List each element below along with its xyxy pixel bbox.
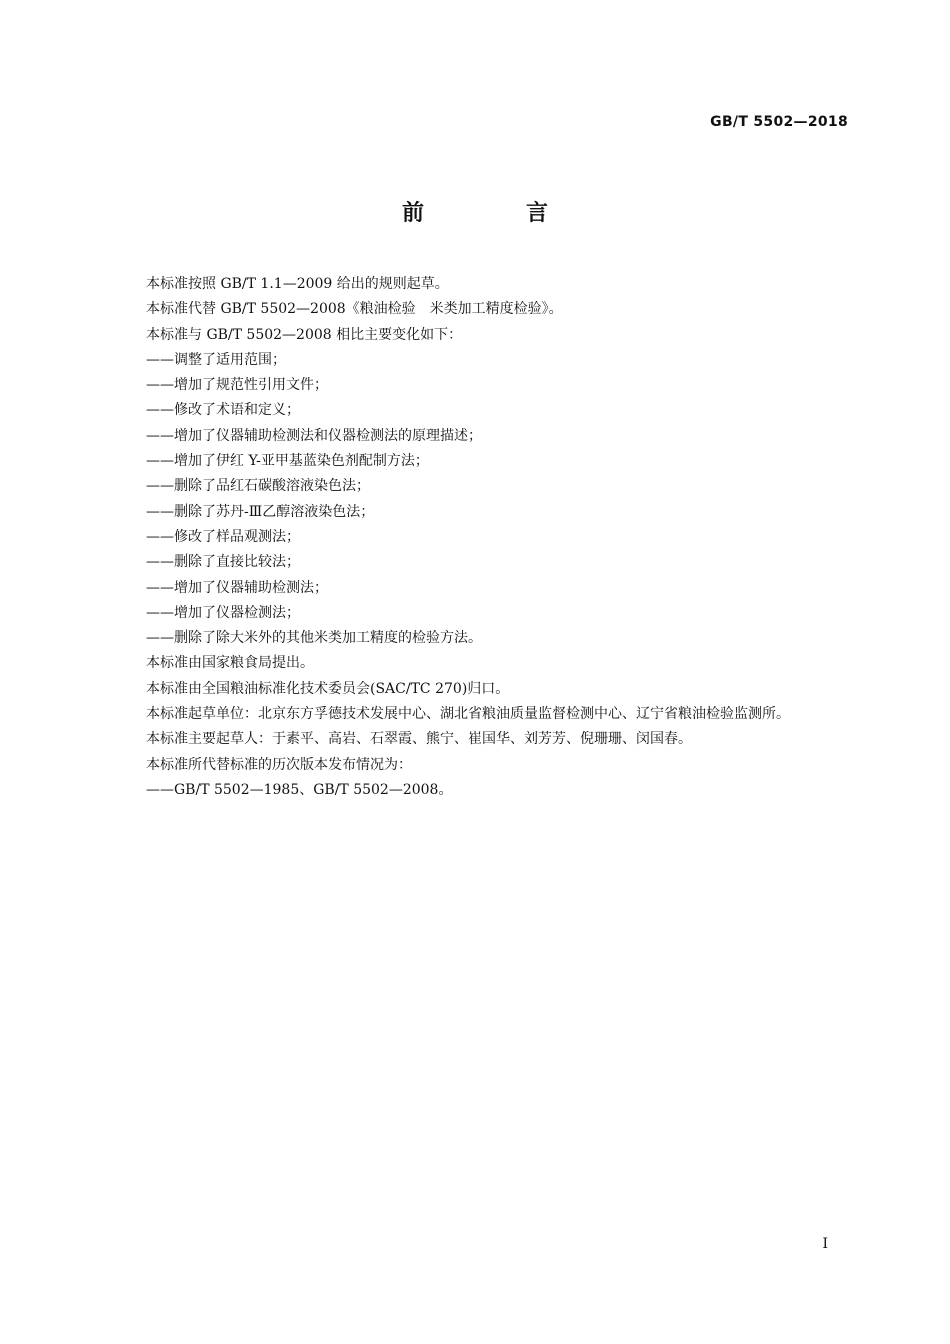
list-item: ——删除了直接比较法； xyxy=(146,554,300,571)
document-body xyxy=(117,272,852,803)
list-item: ——增加了仪器检测法； xyxy=(146,604,300,621)
list-item: ——删除了苏丹-Ⅲ乙醇溶液染色法； xyxy=(146,503,375,520)
page-title: 前 言 xyxy=(401,201,588,226)
list-item: ——增加了伊红 Y-亚甲基蓝染色剂配制方法； xyxy=(146,453,429,470)
paragraph: 本标准代替 GB/T 5502—2008《粮油检验 米类加工精度检验》。 xyxy=(146,301,563,318)
standard-code: GB/T 5502—2018 xyxy=(710,114,848,130)
paragraph: 本标准起草单位：北京东方孚德技术发展中心、湖北省粮油质量监督检测中心、辽宁省粮油检验监测所。 xyxy=(146,706,790,723)
list-item: ——增加了规范性引用文件； xyxy=(146,377,328,394)
paragraph: 本标准按照 GB/T 1.1—2009 给出的规则起草。 xyxy=(146,276,449,292)
list-item: ——修改了术语和定义； xyxy=(146,402,300,419)
paragraph: 本标准与 GB/T 5502—2008 相比主要变化如下： xyxy=(146,326,463,343)
paragraph: 本标准所代替标准的历次版本发布情况为： xyxy=(146,756,412,773)
list-item: ——调整了适用范围； xyxy=(146,351,286,368)
paragraph: 本标准主要起草人：于素平、高岩、石翠霞、熊宁、崔国华、刘芳芳、倪珊珊、闵国春。 xyxy=(146,731,692,748)
paragraph: 本标准由全国粮油标准化技术委员会(SAC/TC 270)归口。 xyxy=(146,680,510,697)
list-item: ——删除了品红石碳酸溶液染色法； xyxy=(146,478,370,495)
list-item: ——增加了仪器辅助检测法和仪器检测法的原理描述； xyxy=(146,427,482,444)
list-item: ——增加了仪器辅助检测法； xyxy=(146,579,328,596)
paragraph: 本标准由国家粮食局提出。 xyxy=(146,655,314,672)
list-item: ——GB/T 5502—1985、GB/T 5502—2008。 xyxy=(146,781,453,798)
page-number: I xyxy=(822,1236,828,1252)
list-item: ——删除了除大米外的其他米类加工精度的检验方法。 xyxy=(146,630,482,647)
list-item: ——修改了样品观测法； xyxy=(146,528,300,545)
